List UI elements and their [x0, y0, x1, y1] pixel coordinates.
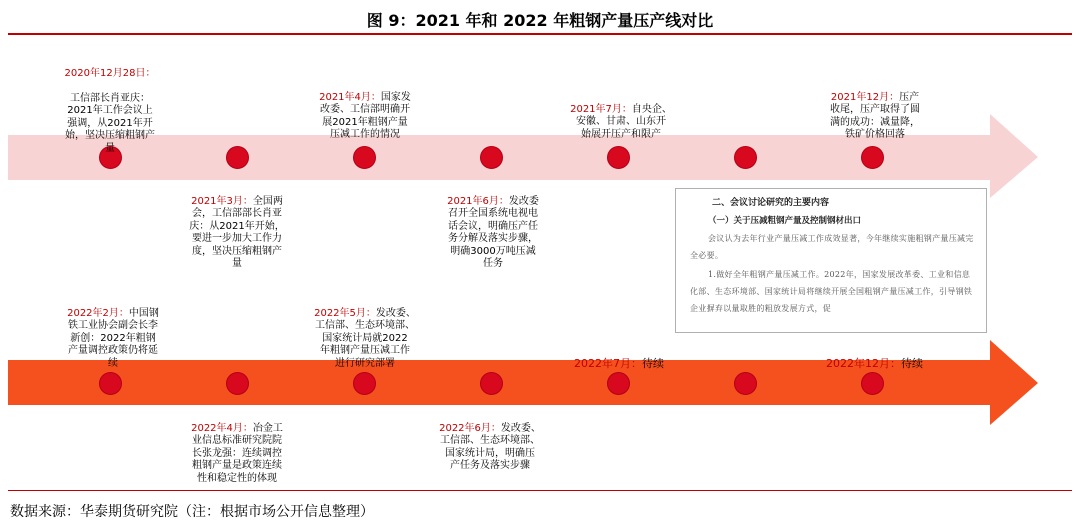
- event-2021-dec2020: [44, 55, 176, 155]
- event-date: 2022年2月：: [67, 307, 129, 319]
- event-date: 2021年4月：: [319, 91, 381, 103]
- data-source-note: 数据来源：华泰期货研究院（注：根据市场公开信息整理）: [10, 504, 374, 520]
- event-date: 2021年6月：: [447, 195, 509, 207]
- event-date: 2021年12月：: [830, 91, 900, 103]
- event-date: 2022年4月：: [191, 422, 253, 434]
- event-2022-may: [296, 295, 434, 370]
- milestone-dot-2022-2: [226, 372, 249, 395]
- milestone-dot-2022-1: [99, 372, 122, 395]
- milestone-dot-2022-5: [607, 372, 630, 395]
- event-2022-dec: [826, 345, 956, 370]
- event-2022-feb: [48, 295, 178, 370]
- event-date: 2020年12月28日：: [64, 67, 156, 79]
- event-2021-dec: [810, 79, 940, 142]
- event-date: 2022年12月：: [826, 356, 901, 370]
- event-2022-jun: [420, 410, 560, 473]
- event-text: 压产 收尾，压产取得了圆 满的成功：减量降， 铁矿价格回落: [830, 91, 920, 140]
- document-paragraph-1: 会议认为去年行业产量压减工作成效显著，今年继续实施粗钢产量压减完全必要。: [690, 234, 974, 260]
- event-text: 待续: [642, 356, 664, 370]
- milestone-dot-2021-3: [353, 146, 376, 169]
- event-text: 工信部长肖亚庆： 2021年工作会议上 强调，从2021年开 始，坚决压缩粗钢产 量: [65, 92, 155, 154]
- event-date: 2021年3月：: [191, 195, 253, 207]
- milestone-dot-2021-7: [861, 146, 884, 169]
- event-2021-jul: [556, 91, 686, 141]
- milestone-dot-2021-6: [734, 146, 757, 169]
- document-paragraph-2: 1.做好全年粗钢产量压减工作。2022年，国家发展改革委、工业和信息化部、生态环境部、国家统计局将继续开展全国粗钢产量压减工作，引导钢铁企业摒弃以量取胜的粗放发展方式，促: [690, 270, 973, 313]
- event-date: 2022年6月：: [439, 422, 501, 434]
- event-text: 全国两 会，工信部部长肖亚 庆：从2021年开始， 要进一步加大工作力 度，坚决压缩粗钢产 量: [189, 195, 285, 269]
- event-text: 自央企、 安徽、甘肃、山东开 始展开压产和限产: [576, 103, 672, 140]
- event-2022-apr: [170, 410, 304, 485]
- event-date: 2022年7月：: [574, 356, 642, 370]
- event-text: 国家发 改委、工信部明确开 展2021年粗钢产量 压减工作的情况: [320, 91, 411, 140]
- footer-divider: [8, 490, 1072, 491]
- event-text: 中国钢 铁工业协会副会长李 新创：2022年粗钢 产量调控政策仍将延 续: [68, 307, 159, 369]
- event-date: 2021年7月：: [570, 103, 632, 115]
- document-subheading: （一）关于压减粗钢产量及控制钢材出口: [708, 216, 862, 226]
- milestone-dot-2022-7: [861, 372, 884, 395]
- milestone-dot-2021-4: [480, 146, 503, 169]
- event-2021-mar: [168, 183, 306, 271]
- event-text: 冶金工 业信息标准研究院院 长张龙强：连续调控 粗钢产量是政策连续 性和稳定性的体现: [192, 422, 283, 484]
- event-2021-apr: [300, 79, 430, 142]
- event-text: 发改委、 工信部、生态环境部、 国家统计局，明确压 产任务及落实步骤: [440, 422, 541, 471]
- milestone-dot-2022-3: [353, 372, 376, 395]
- milestone-dot-2021-5: [607, 146, 630, 169]
- figure-title: 图 9：2021 年和 2022 年粗钢产量压产线对比: [366, 11, 714, 30]
- policy-document-excerpt: [675, 188, 987, 333]
- milestone-dot-2022-6: [734, 372, 757, 395]
- milestone-dot-2021-2: [226, 146, 249, 169]
- event-text: 待续: [901, 356, 923, 370]
- event-text: 发改委 召开全国系统电视电 话会议，明确压产任 务分解及落实步骤， 明确3000万吨压减 任务: [448, 195, 539, 269]
- document-heading: 二、会议讨论研究的主要内容: [712, 198, 830, 208]
- event-text: 发改委、 工信部、生态环境部、 国家统计局就2022 年粗钢产量压减工作 进行研究部署: [315, 307, 416, 369]
- event-2022-jul: [574, 345, 694, 370]
- event-date: 2022年5月：: [314, 307, 376, 319]
- milestone-dot-2022-4: [480, 372, 503, 395]
- event-2021-jun: [426, 183, 560, 271]
